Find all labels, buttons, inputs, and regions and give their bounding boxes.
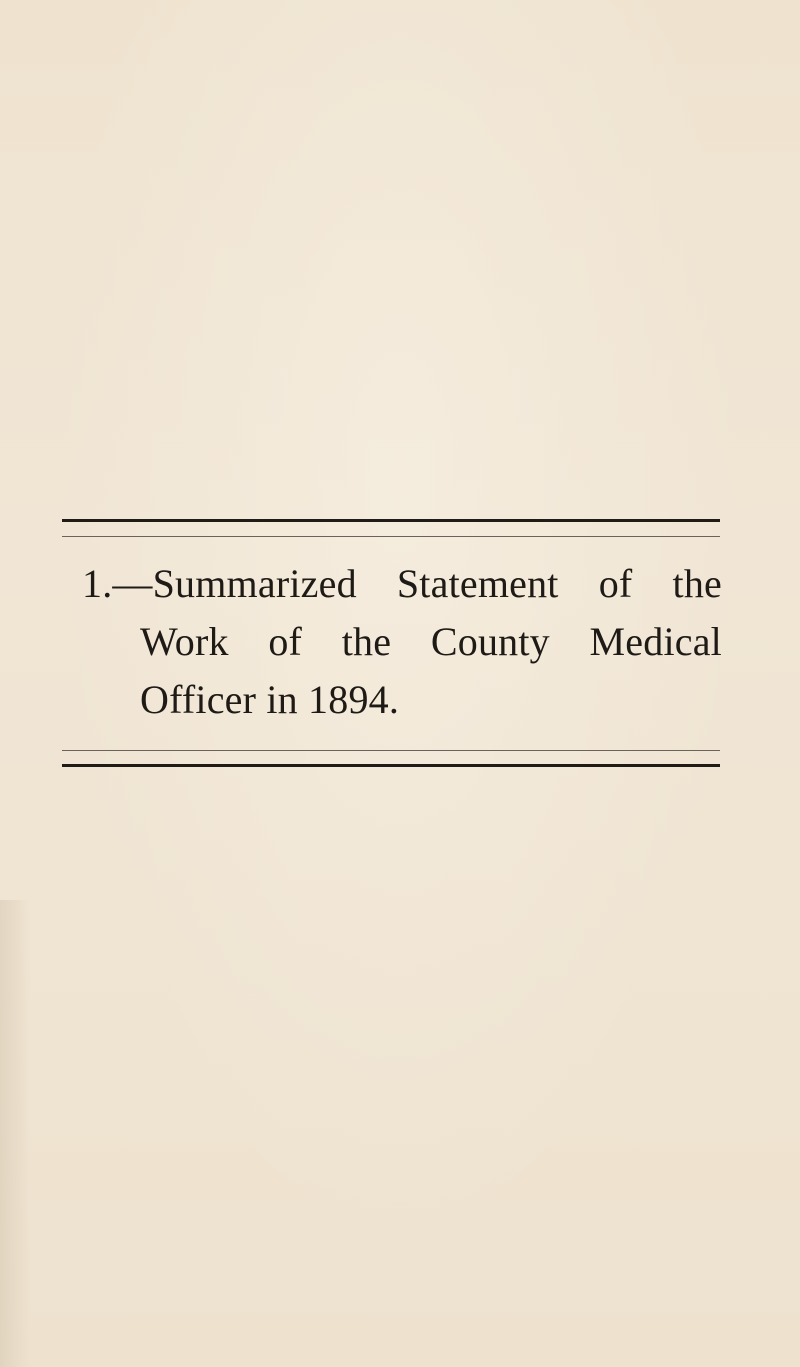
top-thick-rule (62, 519, 720, 522)
top-thin-rule (62, 536, 720, 537)
title-line-3: Officer in 1894. (140, 677, 400, 722)
title-line-2: Work of the County Medical (140, 619, 722, 664)
bottom-thin-rule (62, 750, 720, 751)
page-edge-shading (0, 900, 30, 1367)
title-line-1: 1.—Summarized Statement of the (82, 561, 722, 606)
section-title (62, 555, 722, 729)
bottom-thick-rule (62, 764, 720, 767)
